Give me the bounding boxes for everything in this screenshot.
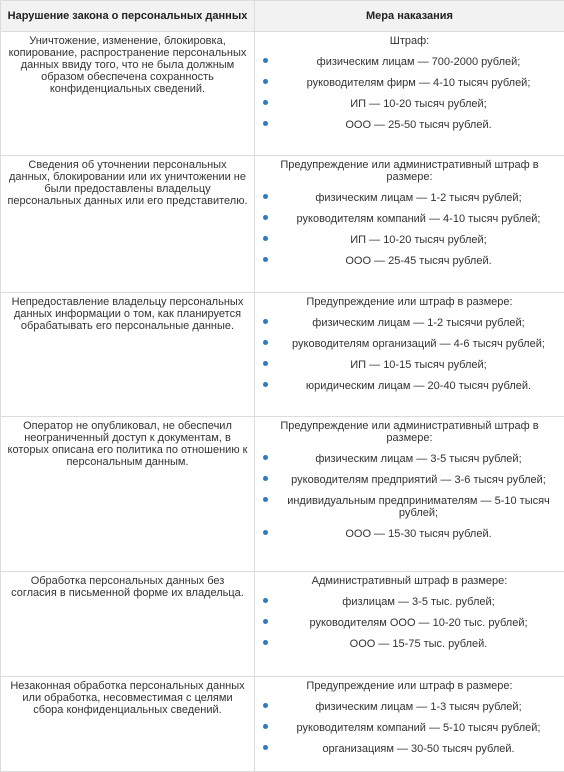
bullet-icon xyxy=(263,703,268,708)
bullet-icon xyxy=(263,58,268,63)
bullet-icon xyxy=(263,619,268,624)
table-row xyxy=(1,677,564,772)
penalty-list xyxy=(257,453,562,540)
violation-cell: Незаконная обработка персональных данных или обработка, несовместимая с целями сбора конфиденциальных сведений. xyxy=(1,677,255,772)
header-penalty: Мера наказания xyxy=(255,1,564,32)
violation-cell: Обработка персональных данных без согласия в письменной форме их владельца. xyxy=(1,572,255,677)
table-row xyxy=(1,572,564,677)
violation-cell: Оператор не опубликовал, не обеспечил неограниченный доступ к документам, в которых описана его политика по отношению к персональным данным. xyxy=(1,417,255,572)
list-item-text: физическим лицам — 1-3 тысяч рублей; xyxy=(275,701,562,713)
list-item xyxy=(257,359,562,371)
list-item xyxy=(257,317,562,329)
list-item-text: индивидуальным предпринимателям — 5-10 тысяч рублей; xyxy=(275,495,562,519)
list-item-text: ИП — 10-20 тысяч рублей; xyxy=(275,98,562,110)
list-item xyxy=(257,119,562,131)
list-item xyxy=(257,56,562,68)
list-item-text: организациям — 30-50 тысяч рублей. xyxy=(275,743,562,755)
bullet-icon xyxy=(263,194,268,199)
bullet-icon xyxy=(263,724,268,729)
penalty-cell xyxy=(255,156,564,293)
bullet-icon xyxy=(263,497,268,502)
bullet-icon xyxy=(263,319,268,324)
bullet-icon xyxy=(263,100,268,105)
list-item xyxy=(257,380,562,392)
bullet-icon xyxy=(263,361,268,366)
penalty-list xyxy=(257,701,562,755)
list-item xyxy=(257,495,562,519)
bullet-icon xyxy=(263,455,268,460)
list-item-text: физическим лицам — 3-5 тысяч рублей; xyxy=(275,453,562,465)
list-item xyxy=(257,743,562,755)
penalty-intro: Предупреждение или штраф в размере: xyxy=(257,680,562,692)
penalty-intro: Предупреждение или административный штраф в размере: xyxy=(257,159,562,183)
list-item-text: ООО — 25-45 тысяч рублей. xyxy=(275,255,562,267)
header-row xyxy=(1,1,564,32)
violation-cell: Сведения об уточнении персональных данных, блокировании или их уничтожении не были предоставлены владельцу персональных данных или его представителю. xyxy=(1,156,255,293)
bullet-icon xyxy=(263,79,268,84)
violation-cell: Уничтожение, изменение, блокировка, копирование, распространение персональных данных ввиду того, что не была должным образом обеспечена сохранность конфиденциальных сведений. xyxy=(1,32,255,156)
penalty-cell xyxy=(255,417,564,572)
bullet-icon xyxy=(263,530,268,535)
table-row xyxy=(1,32,564,156)
list-item-text: руководителям ООО — 10-20 тыс. рублей; xyxy=(275,617,562,629)
list-item-text: руководителям компаний — 5-10 тысяч рублей; xyxy=(275,722,562,734)
table-row xyxy=(1,293,564,417)
penalty-cell xyxy=(255,32,564,156)
list-item xyxy=(257,98,562,110)
list-item-text: ИП — 10-15 тысяч рублей; xyxy=(275,359,562,371)
list-item xyxy=(257,617,562,629)
bullet-icon xyxy=(263,257,268,262)
list-item-text: ИП — 10-20 тысяч рублей; xyxy=(275,234,562,246)
penalty-list xyxy=(257,317,562,392)
list-item xyxy=(257,453,562,465)
bullet-icon xyxy=(263,236,268,241)
bullet-icon xyxy=(263,745,268,750)
list-item-text: физлицам — 3-5 тыс. рублей; xyxy=(275,596,562,608)
penalty-intro: Штраф: xyxy=(257,35,562,47)
bullet-icon xyxy=(263,121,268,126)
list-item xyxy=(257,701,562,713)
bullet-icon xyxy=(263,340,268,345)
penalty-list xyxy=(257,192,562,267)
list-item xyxy=(257,192,562,204)
list-item-text: ООО — 15-75 тыс. рублей. xyxy=(275,638,562,650)
penalty-list xyxy=(257,56,562,131)
bullet-icon xyxy=(263,215,268,220)
list-item xyxy=(257,638,562,650)
list-item-text: руководителям компаний — 4-10 тысяч рублей; xyxy=(275,213,562,225)
list-item xyxy=(257,474,562,486)
violation-cell: Непредоставление владельцу персональных данных информации о том, как планируется обрабатывать его персональные данные. xyxy=(1,293,255,417)
list-item xyxy=(257,722,562,734)
list-item-text: юридическим лицам — 20-40 тысяч рублей. xyxy=(275,380,562,392)
bullet-icon xyxy=(263,382,268,387)
list-item xyxy=(257,255,562,267)
penalty-cell xyxy=(255,677,564,772)
table-row xyxy=(1,417,564,572)
penalty-intro: Предупреждение или административный штраф в размере: xyxy=(257,420,562,444)
penalty-intro: Административный штраф в размере: xyxy=(257,575,562,587)
penalty-cell xyxy=(255,572,564,677)
list-item xyxy=(257,213,562,225)
list-item xyxy=(257,596,562,608)
penalty-intro: Предупреждение или штраф в размере: xyxy=(257,296,562,308)
penalty-list xyxy=(257,596,562,650)
table-row xyxy=(1,156,564,293)
list-item-text: ООО — 15-30 тысяч рублей. xyxy=(275,528,562,540)
bullet-icon xyxy=(263,640,268,645)
penalty-cell xyxy=(255,293,564,417)
bullet-icon xyxy=(263,598,268,603)
list-item xyxy=(257,338,562,350)
list-item xyxy=(257,528,562,540)
list-item-text: физическим лицам — 700-2000 рублей; xyxy=(275,56,562,68)
list-item-text: физическим лицам — 1-2 тысячи рублей; xyxy=(275,317,562,329)
list-item-text: руководителям организаций — 4-6 тысяч рублей; xyxy=(275,338,562,350)
bullet-icon xyxy=(263,476,268,481)
list-item xyxy=(257,77,562,89)
list-item-text: ООО — 25-50 тысяч рублей. xyxy=(275,119,562,131)
list-item-text: физическим лицам — 1-2 тысяч рублей; xyxy=(275,192,562,204)
list-item-text: руководителям фирм — 4-10 тысяч рублей; xyxy=(275,77,562,89)
header-violation: Нарушение закона о персональных данных xyxy=(1,1,255,32)
list-item-text: руководителям предприятий — 3-6 тысяч рублей; xyxy=(275,474,562,486)
list-item xyxy=(257,234,562,246)
